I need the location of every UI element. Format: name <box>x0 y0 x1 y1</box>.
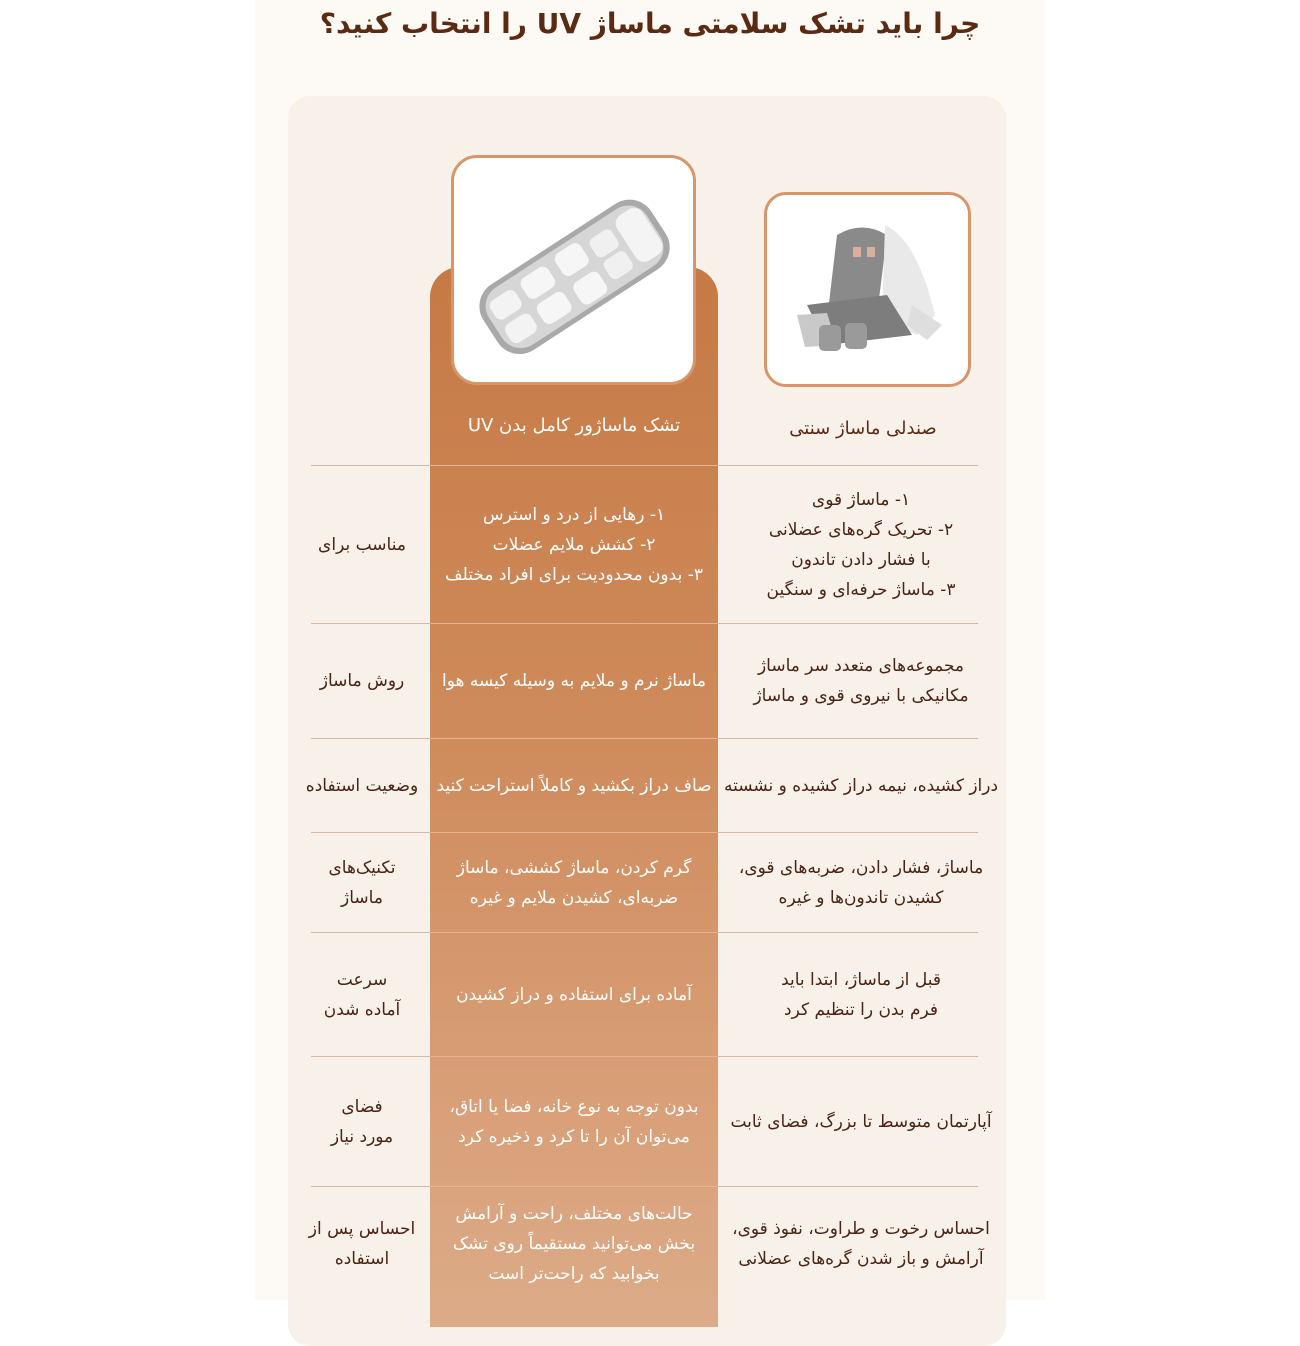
uv-setup-speed: آماده برای استفاده و دراز کشیدن <box>456 984 692 1005</box>
uv-space-required: بدون توجه به نوع خانه، فضا یا اتاق، می‌توان آن را تا کرد و ذخیره کرد <box>449 1096 699 1147</box>
row-label-usage-position: وضعیت استفاده <box>305 775 419 796</box>
uv-mattress-image <box>451 155 696 385</box>
massage-chair-image <box>764 192 971 387</box>
uv-column-header: تشک ماساژور کامل بدن UV <box>467 415 681 436</box>
page-title: چرا باید تشک سلامتی ماساژ UV را انتخاب کنید؟ <box>319 7 981 40</box>
chair-column-header: صندلی ماساژ سنتی <box>789 418 937 439</box>
chair-massage-method: مجموعه‌های متعدد سر ماساژ مکانیکی با نیروی قوی و ماساژ <box>753 656 969 706</box>
row-label-setup-speed: سرعت آماده شدن <box>323 969 401 1020</box>
chair-space-required: آپارتمان متوسط تا بزرگ، فضای ثابت <box>730 1111 992 1132</box>
uv-suitable-for: ۱- رهایی از درد و استرس ۲- کشش ملایم عضلات ۳- بدون محدودیت برای افراد مختلف <box>445 504 703 585</box>
row-label-suitable-for: مناسب برای <box>318 534 406 555</box>
chair-setup-speed: قبل از ماساژ، ابتدا باید فرم بدن را تنظیم کرد <box>781 969 941 1020</box>
row-label-space-required: فضای مورد نیاز <box>330 1096 394 1147</box>
chair-suitable-for: ۱- ماساژ قوی ۲- تحریک گره‌های عضلانی با فشار دادن تاندون ۳- ماساژ حرفه‌ای و سنگین <box>766 489 956 600</box>
chair-usage-position: دراز کشیده، نیمه دراز کشیده و نشسته <box>723 775 999 796</box>
massage-chair-illustration <box>767 195 968 384</box>
uv-massage-techniques: گرم کردن، ماساژ کششی، ماساژ ضربه‌ای، کشیدن ملایم و غیره <box>456 857 692 908</box>
row-label-feeling-after-use: احساس پس از استفاده <box>308 1218 416 1269</box>
uv-mattress-illustration <box>454 158 693 382</box>
chair-feeling-after-use: احساس رخوت و طراوت، نفوذ قوی، آرامش و باز شدن گره‌های عضلانی <box>732 1218 990 1269</box>
row-label-massage-techniques: تکنیک‌های ماساژ <box>328 857 396 908</box>
chair-massage-techniques: ماساژ، فشار دادن، ضربه‌های قوی، کشیدن تاندون‌ها و غیره <box>738 857 984 908</box>
row-label-massage-method: روش ماساژ <box>319 671 405 691</box>
uv-feeling-after-use: حالت‌های مختلف، راحت و آرامش بخش می‌توانید مستقیماً روی تشک بخوابید که راحت‌تر است <box>452 1203 696 1284</box>
uv-usage-position: صاف دراز بکشید و کاملاً استراحت کنید <box>436 775 712 796</box>
uv-massage-method: ماساژ نرم و ملایم به وسیله کیسه هوا <box>441 671 707 691</box>
